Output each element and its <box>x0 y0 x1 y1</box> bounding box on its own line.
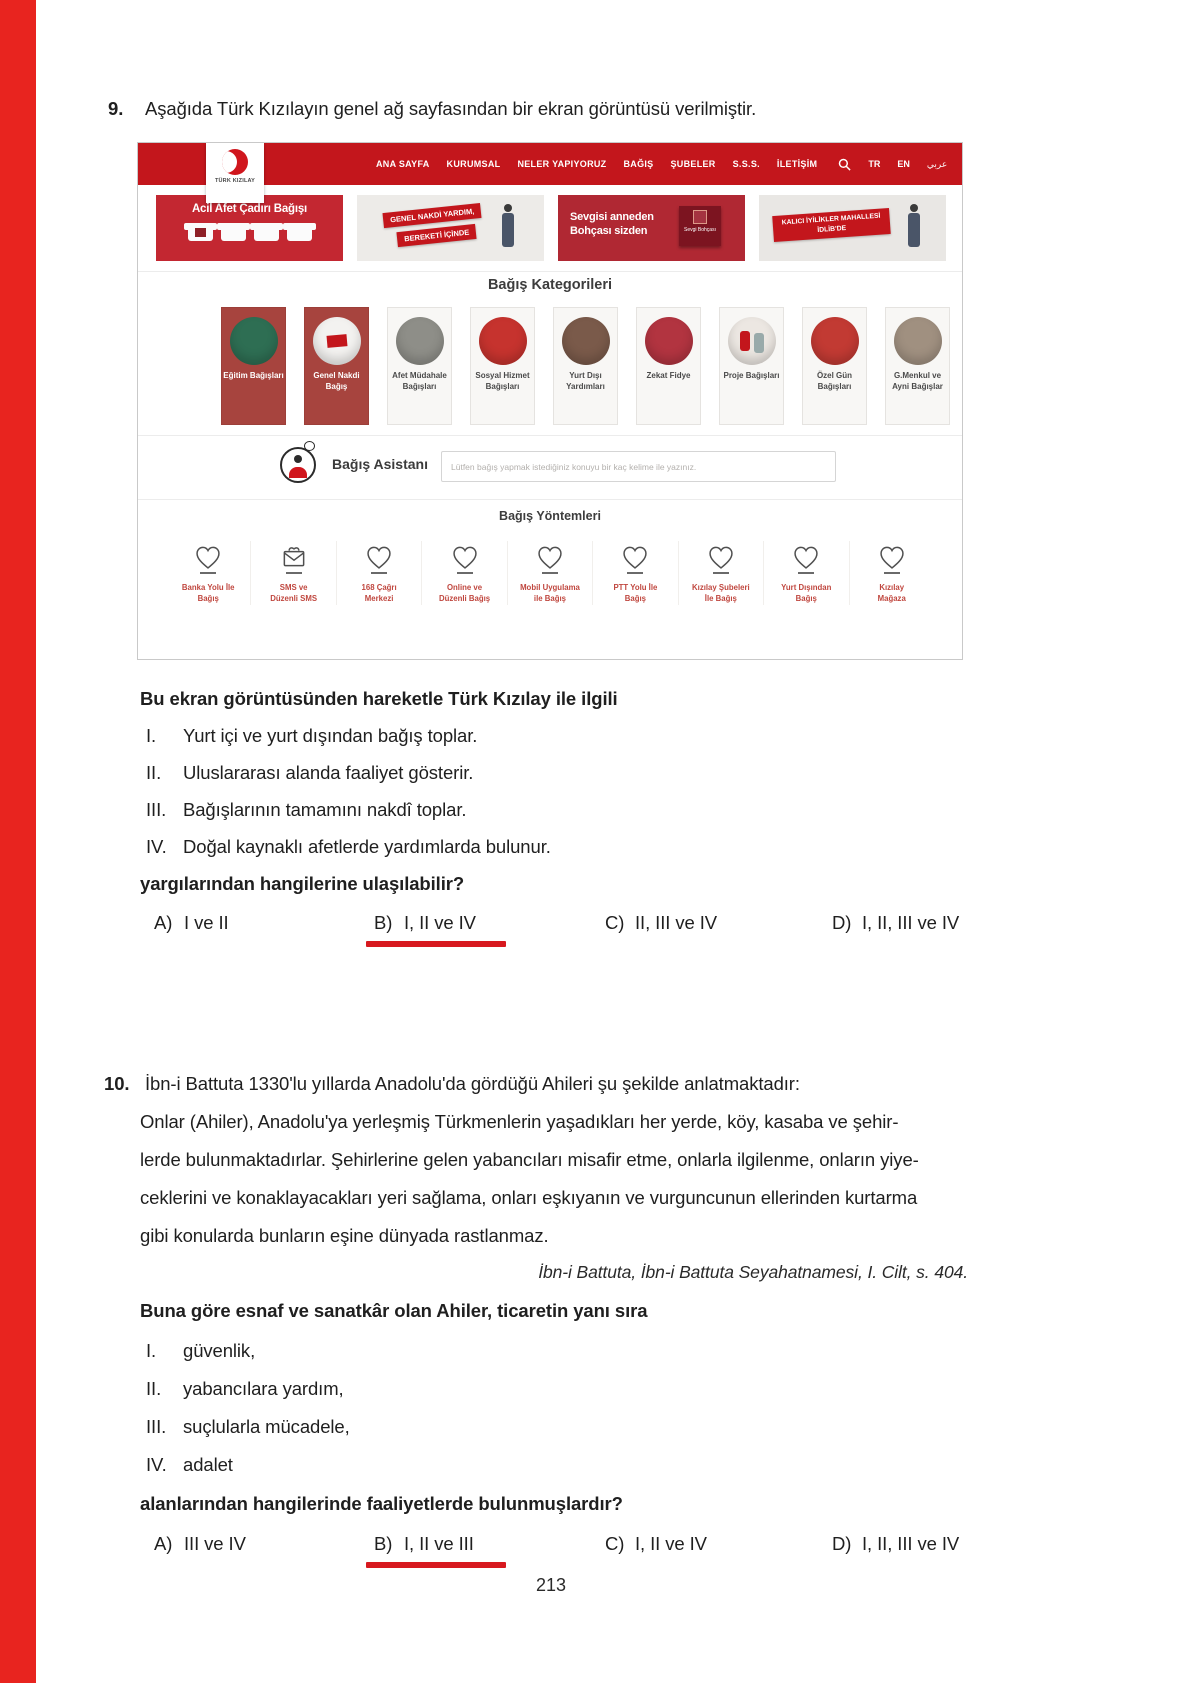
question-10-question: alanlarından hangilerinde faaliyetlerde bulunmuşlardır? <box>140 1493 623 1514</box>
ptt-heart-icon <box>620 543 650 571</box>
method-kizilay-magaza[interactable]: Kızılay Mağaza <box>849 541 934 605</box>
method-cagri-merkezi[interactable]: 168 Çağrı Merkezi <box>336 541 421 605</box>
nav-item-sss[interactable]: S.S.S. <box>732 159 760 169</box>
category-thumbnail <box>811 317 859 365</box>
question-9-intro: Aşağıda Türk Kızılayın genel ağ sayfasından bir ekran görüntüsü verilmiştir. <box>145 98 757 119</box>
icon-baseline <box>713 572 729 574</box>
donation-assistant-input[interactable] <box>441 451 836 482</box>
nav-item-bagis[interactable]: BAĞIŞ <box>623 159 654 169</box>
statement-row: II. Uluslararası alanda faaliyet gösterir. <box>146 762 474 783</box>
source-citation: İbn-i Battuta, İbn-i Battuta Seyahatnamesi, I. Cilt, s. 404. <box>538 1262 968 1282</box>
categories-title: Bağış Kategorileri <box>487 277 613 293</box>
nav-item-neler-yapiyoruz[interactable]: NELER YAPIYORUZ <box>517 159 607 169</box>
online-heart-icon <box>450 543 480 571</box>
lang-tr[interactable]: TR <box>868 159 881 169</box>
method-kizilay-subeleri[interactable]: Kızılay Şubeleri İle Bağış <box>678 541 763 605</box>
category-thumbnail <box>230 317 278 365</box>
donation-assistant <box>138 441 962 493</box>
abroad-heart-icon <box>791 543 821 571</box>
question-9-body <box>138 680 970 970</box>
option-a: A) I ve II <box>154 912 229 933</box>
passage-line: lerde bulunmaktadırlar. Şehirlerine gelen yabancıları misafir etme, onlarla ilgilenme, onların yiye- <box>140 1149 919 1170</box>
option-a: A) III ve IV <box>154 1533 246 1554</box>
banner-acil-afet-cadiri[interactable] <box>156 195 343 261</box>
option-c: C) II, III ve IV <box>605 912 717 933</box>
option-c: C) I, II ve IV <box>605 1533 707 1554</box>
option-d: D) I, II, III ve IV <box>832 1533 960 1554</box>
tshirt-icon <box>287 223 312 241</box>
category-thumbnail <box>645 317 693 365</box>
method-mobil-uygulama[interactable]: Mobil Uygulama ile Bağış <box>507 541 592 605</box>
statement-row: III. suçlularla mücadele, <box>146 1416 350 1437</box>
icon-baseline <box>627 572 643 574</box>
banner-2-ribbon-2: BEREKETİ İÇİNDE <box>396 224 477 247</box>
donation-assistant-label: Bağış Asistanı <box>332 456 428 472</box>
category-egitim-bagislari[interactable]: Eğitim Bağışları <box>221 307 286 425</box>
tshirt-graphics <box>156 223 343 241</box>
category-genel-nakdi-bagis[interactable]: Genel Nakdi Bağış <box>304 307 369 425</box>
statement-row: IV. Doğal kaynaklı afetlerde yardımlarda bulunur. <box>146 836 551 857</box>
category-gmenkul-ayni-bagislar[interactable]: G.Menkul ve Ayni Bağışlar <box>885 307 950 425</box>
store-heart-icon <box>877 543 907 571</box>
question-9-question: yargılarından hangilerine ulaşılabilir? <box>140 873 465 894</box>
banner-4-ribbon: KALICI İYİLİKLER MAHALLESİ İDLİB'DE <box>772 208 890 242</box>
category-thumbnail <box>562 317 610 365</box>
banner-2-ribbon-1: GENEL NAKDİ YARDIM, <box>382 203 481 228</box>
category-thumbnail <box>728 317 776 365</box>
option-b: B) I, II ve IV <box>374 912 476 933</box>
tshirt-icon <box>188 223 213 241</box>
tshirt-icon <box>254 223 279 241</box>
statement-row: II. yabancılara yardım, <box>146 1378 344 1399</box>
kizilay-website-screenshot <box>137 142 963 660</box>
logo-brand-text: TÜRK KIZILAY <box>214 178 256 184</box>
person-figure <box>908 204 920 250</box>
methods-title: Bağış Yöntemleri <box>499 509 601 523</box>
category-zekat-fidye[interactable]: Zekat Fidye <box>636 307 701 425</box>
section-divider <box>138 435 962 436</box>
call-center-heart-icon <box>364 543 394 571</box>
category-thumbnail <box>894 317 942 365</box>
option-b: B) I, II ve III <box>374 1533 474 1554</box>
nav-item-kurumsal[interactable]: KURUMSAL <box>446 159 501 169</box>
passage-line: Onlar (Ahiler), Anadolu'ya yerleşmiş Türkmenlerin yaşadıkları her yerde, köy, kasaba ve şehir- <box>140 1111 899 1132</box>
icon-baseline <box>286 572 302 574</box>
question-10-body <box>138 1065 970 1605</box>
option-d: D) I, II, III ve IV <box>832 912 960 933</box>
person-figure <box>502 204 514 250</box>
icon-baseline <box>798 572 814 574</box>
passage-line: gibi konularda bunların eşine dünyada rastlanmaz. <box>140 1225 549 1246</box>
question-10-number: 10. <box>104 1073 130 1094</box>
bank-heart-icon <box>193 543 223 571</box>
nav-item-iletisim[interactable]: İLETİŞİM <box>776 159 818 169</box>
donation-methods <box>166 541 934 605</box>
category-yurt-disi-yardimlari[interactable]: Yurt Dışı Yardımları <box>553 307 618 425</box>
question-9-header <box>108 98 756 120</box>
question-9-options <box>138 912 970 952</box>
page-edge-red-band <box>0 0 36 1683</box>
passage-line: ceklerini ve konaklayacakları yeri sağlama, onları eşkıyanın ve vurguncunun ellerinden kurtarma <box>140 1187 918 1208</box>
search-icon[interactable] <box>838 158 851 171</box>
question-10-stem: Buna göre esnaf ve sanatkâr olan Ahiler, ticaretin yanı sıra <box>140 1300 648 1321</box>
statement-row: III. Bağışlarının tamamını nakdî toplar. <box>146 799 467 820</box>
category-thumbnail <box>313 317 361 365</box>
mobile-heart-icon <box>535 543 565 571</box>
nav-item-ana-sayfa[interactable]: ANA SAYFA <box>376 159 430 169</box>
banner-3-title: Sevgisi anneden Bohçası sizden <box>570 211 654 238</box>
question-10-intro: İbn-i Battuta 1330'lu yıllarda Anadolu'da gördüğü Ahileri şu şekilde anlatmaktadır: <box>145 1073 800 1094</box>
banner-genel-nakdi-yardim[interactable] <box>357 195 544 261</box>
category-thumbnail <box>479 317 527 365</box>
tshirt-icon <box>221 223 246 241</box>
page-number: 213 <box>535 1575 567 1595</box>
category-ozel-gun-bagislari[interactable]: Özel Gün Bağışları <box>802 307 867 425</box>
icon-baseline <box>371 572 387 574</box>
method-online-bagis[interactable]: Online ve Düzenli Bağış <box>421 541 506 605</box>
method-sms[interactable]: SMS ve Düzenli SMS <box>250 541 335 605</box>
icon-baseline <box>884 572 900 574</box>
gift-box-graphic: Sevgi Bohçası <box>679 206 721 246</box>
statement-row: IV. adalet <box>146 1454 233 1475</box>
statement-row: I. güvenlik, <box>146 1340 256 1361</box>
method-banka-yolu[interactable]: Banka Yolu İle Bağış <box>166 541 250 605</box>
icon-baseline <box>200 572 216 574</box>
chat-bubble-icon <box>304 441 315 451</box>
category-thumbnail <box>396 317 444 365</box>
category-afet-mudahale[interactable]: Afet Müdahale Bağışları <box>387 307 452 425</box>
nav-item-subeler[interactable]: ŞUBELER <box>670 159 716 169</box>
banner-sevgi-bohcasi[interactable] <box>558 195 745 261</box>
sms-envelope-icon <box>279 543 309 571</box>
icon-baseline <box>542 572 558 574</box>
site-nav <box>376 143 956 185</box>
section-divider <box>138 499 962 500</box>
red-crescent-icon <box>222 149 248 175</box>
donation-assistant-icon <box>280 447 316 483</box>
lang-arabic[interactable]: عربي <box>926 158 948 169</box>
branch-heart-icon <box>706 543 736 571</box>
question-9-number: 9. <box>108 98 124 119</box>
category-sosyal-hizmet[interactable]: Sosyal Hizmet Bağışları <box>470 307 535 425</box>
statement-row: I. Yurt içi ve yurt dışından bağış toplar. <box>146 725 478 746</box>
banner-kalici-iyilikler[interactable] <box>759 195 946 261</box>
kizilay-logo[interactable] <box>206 143 264 203</box>
donation-categories <box>221 307 950 425</box>
icon-baseline <box>457 572 473 574</box>
section-divider <box>138 271 962 272</box>
banner-carousel <box>156 195 946 261</box>
banner-1-title: Acil Afet Çadırı Bağışı <box>191 203 308 215</box>
question-10-options <box>138 1533 970 1573</box>
category-proje-bagislari[interactable]: Proje Bağışları <box>719 307 784 425</box>
question-9-stem: Bu ekran görüntüsünden hareketle Türk Kızılay ile ilgili <box>140 688 618 709</box>
method-ptt-yolu[interactable]: PTT Yolu İle Bağış <box>592 541 677 605</box>
lang-en[interactable]: EN <box>897 159 910 169</box>
method-yurt-disindan[interactable]: Yurt Dışından Bağış <box>763 541 848 605</box>
